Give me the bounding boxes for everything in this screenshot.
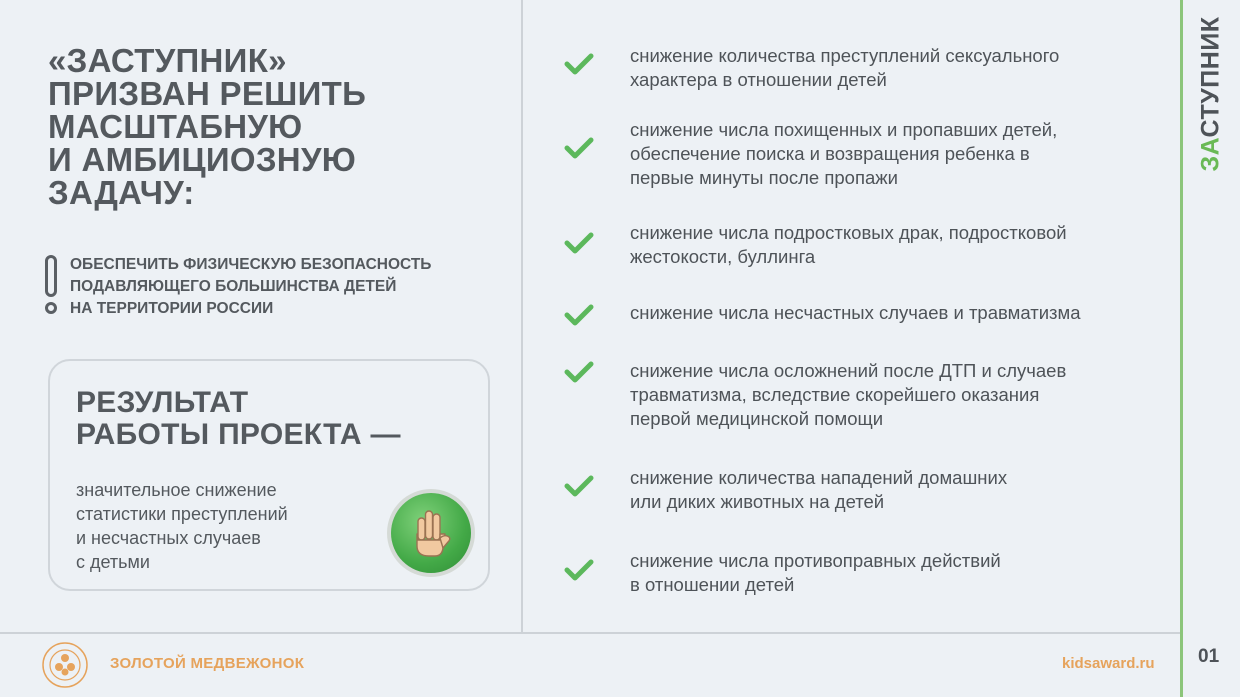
- notice: [44, 252, 504, 322]
- raised-hand-icon: [387, 489, 475, 577]
- list-item-text: снижение количества преступлений сексуального характера в отношении детей: [630, 45, 1060, 90]
- list-item-text: снижение количества нападений домашних или диких животных на детей: [630, 467, 1008, 512]
- brand-divider: [1180, 0, 1183, 697]
- footer-divider: [0, 632, 1180, 634]
- headline: «ЗАСТУПНИК» ПРИЗВАН РЕШИТЬ МАСШТАБНУЮ И АМБИЦИОЗНУЮ ЗАДАЧУ:: [48, 42, 367, 211]
- exclamation-icon: [44, 252, 58, 320]
- site-link[interactable]: kidsaward.ru: [1062, 655, 1155, 672]
- list-item-text: снижение числа осложнений после ДТП и случаев травматизма, вследствие скорейшего оказания первой медицинской помощи: [630, 360, 1067, 429]
- award-logo-icon: [40, 640, 90, 690]
- goals-list: [560, 0, 1170, 632]
- result-title: РЕЗУЛЬТАТ РАБОТЫ ПРОЕКТА —: [76, 386, 401, 451]
- check-icon: [564, 474, 594, 498]
- column-divider: [521, 0, 523, 632]
- brand-accent: ЗА: [1196, 137, 1225, 172]
- check-icon: [564, 231, 594, 255]
- page-number: 01: [1198, 646, 1220, 667]
- list-item-text: снижение числа противоправных действий в отношении детей: [630, 550, 1001, 595]
- brand-rest: СТУПНИК: [1196, 16, 1225, 138]
- check-icon: [564, 558, 594, 582]
- brand-logo: [1196, 16, 1226, 172]
- award-name: ЗОЛОТОЙ МЕДВЕЖОНОК: [110, 655, 305, 672]
- list-item-text: снижение числа несчастных случаев и травматизма: [630, 302, 1081, 323]
- notice-text: ОБЕСПЕЧИТЬ ФИЗИЧЕСКУЮ БЕЗОПАСНОСТЬ ПОДАВЛЯЮЩЕГО БОЛЬШИНСТВА ДЕТЕЙ НА ТЕРРИТОРИИ РОССИИ: [70, 256, 432, 317]
- check-icon: [564, 360, 594, 384]
- list-item-text: снижение числа похищенных и пропавших детей, обеспечение поиска и возвращения ребенка в первые минуты после пропажи: [630, 119, 1058, 188]
- check-icon: [564, 52, 594, 76]
- check-icon: [564, 303, 594, 327]
- result-box: [48, 359, 490, 591]
- list-item-text: снижение числа подростковых драк, подростковой жестокости, буллинга: [630, 222, 1067, 267]
- check-icon: [564, 136, 594, 160]
- result-description: значительное снижение статистики преступлений и несчастных случаев с детьми: [76, 480, 288, 572]
